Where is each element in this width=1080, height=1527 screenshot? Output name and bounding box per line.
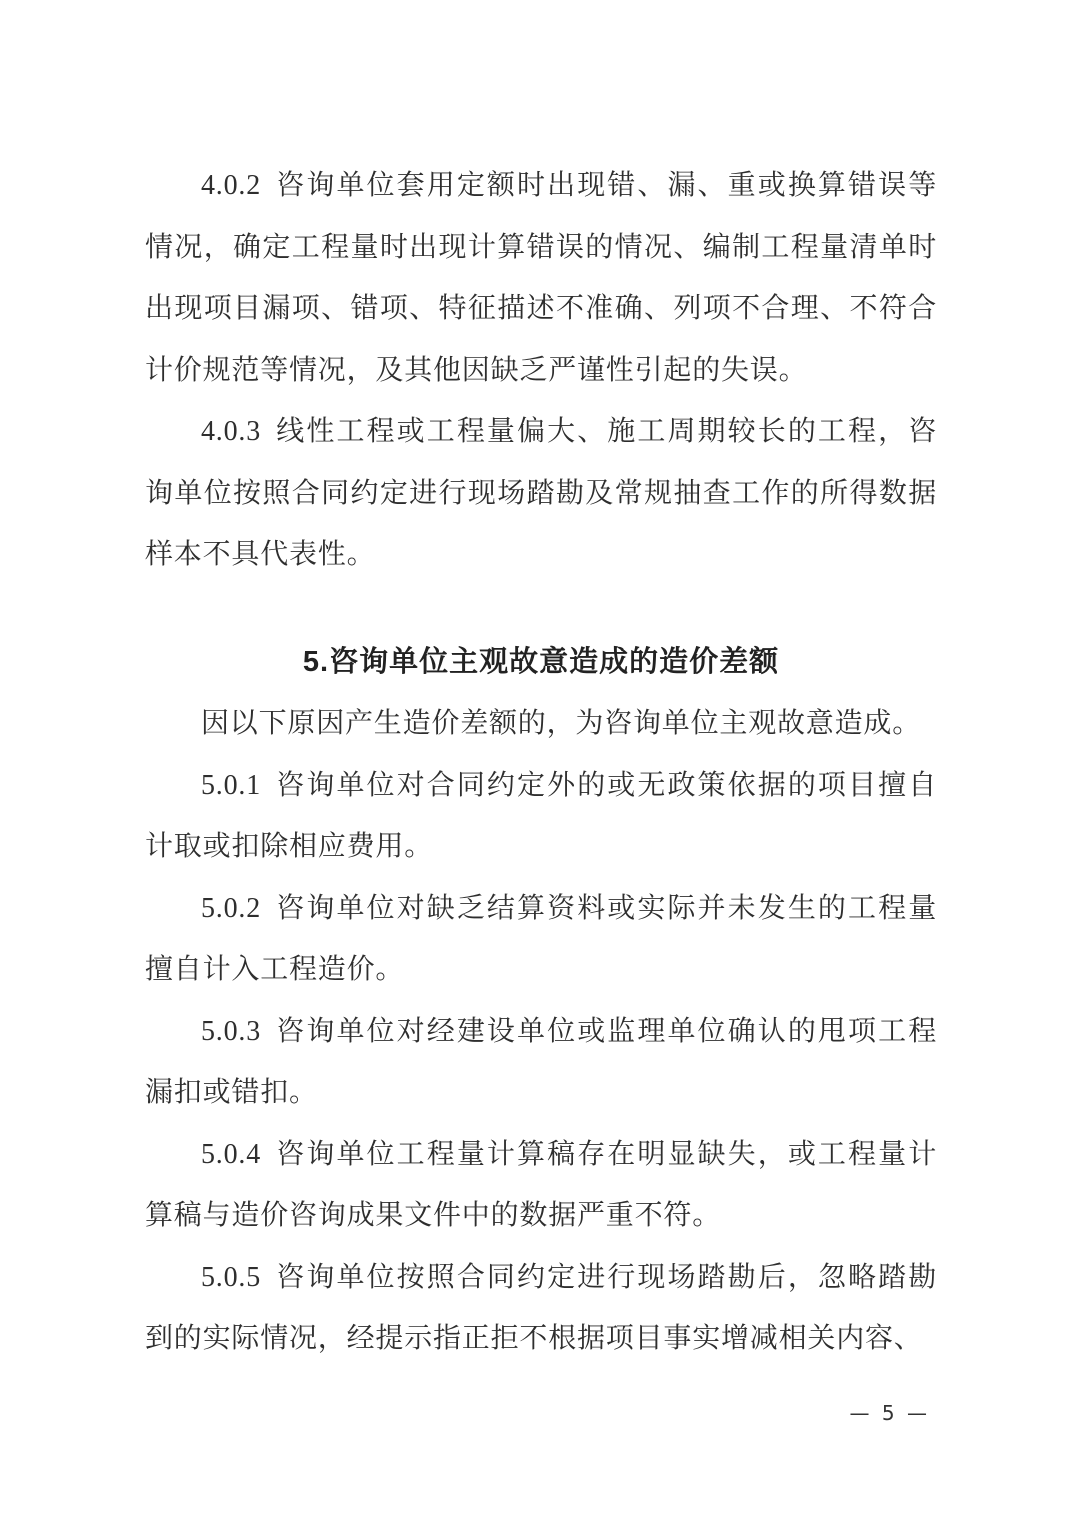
section-5-intro: 因以下原因产生造价差额的，为咨询单位主观故意造成。 <box>201 708 922 739</box>
clause-4-0-3-text: 线性工程或工程量偏大、施工周期较长的工程，咨询单位按照合同约定进行现场踏勘及常规抽查工作的所得数据样本不具代表性。 <box>145 416 937 570</box>
clause-5-0-4-number: 5.0.4 <box>201 1138 261 1170</box>
page-content <box>145 155 937 1370</box>
clause-5-0-5 <box>145 1247 937 1370</box>
clause-4-0-2-number: 4.0.2 <box>201 170 261 201</box>
clause-5-0-2 <box>145 878 937 1001</box>
section-5-heading: 5.咨询单位主观故意造成的造价差额 <box>302 645 780 678</box>
clause-5-0-4 <box>145 1124 937 1247</box>
clause-5-0-3-text: 咨询单位对经建设单位或监理单位确认的甩项工程漏扣或错扣。 <box>145 1015 937 1108</box>
clause-4-0-3-number: 4.0.3 <box>201 416 261 447</box>
clause-5-0-1-number: 5.0.1 <box>201 769 261 801</box>
clause-4-0-3 <box>145 401 937 586</box>
clause-5-0-1 <box>145 755 937 878</box>
clause-4-0-2-text: 咨询单位套用定额时出现错、漏、重或换算错误等情况，确定工程量时出现计算错误的情况、编制工程量清单时出现项目漏项、错项、特征描述不准确、列项不合理、不符合计价规范等情况，及其他因缺乏严谨性引起的失误。 <box>145 170 937 386</box>
clause-5-0-1-text: 咨询单位对合同约定外的或无政策依据的项目擅自计取或扣除相应费用。 <box>145 769 937 862</box>
clause-5-0-2-number: 5.0.2 <box>201 892 261 924</box>
clause-5-0-4-text: 咨询单位工程量计算稿存在明显缺失，或工程量计算稿与造价咨询成果文件中的数据严重不符。 <box>145 1138 937 1231</box>
clause-5-0-5-number: 5.0.5 <box>201 1261 261 1293</box>
page-number: — 5 — <box>849 1401 930 1425</box>
clause-5-0-2-text: 咨询单位对缺乏结算资料或实际并未发生的工程量擅自计入工程造价。 <box>145 892 937 985</box>
clause-5-0-5-text: 咨询单位按照合同约定进行现场踏勘后，忽略踏勘到的实际情况，经提示指正拒不根据项目事实增减相关内容、 <box>145 1261 937 1354</box>
clause-5-0-3 <box>145 1001 937 1124</box>
clause-4-0-2 <box>145 155 937 401</box>
clause-5-0-3-number: 5.0.3 <box>201 1015 261 1047</box>
